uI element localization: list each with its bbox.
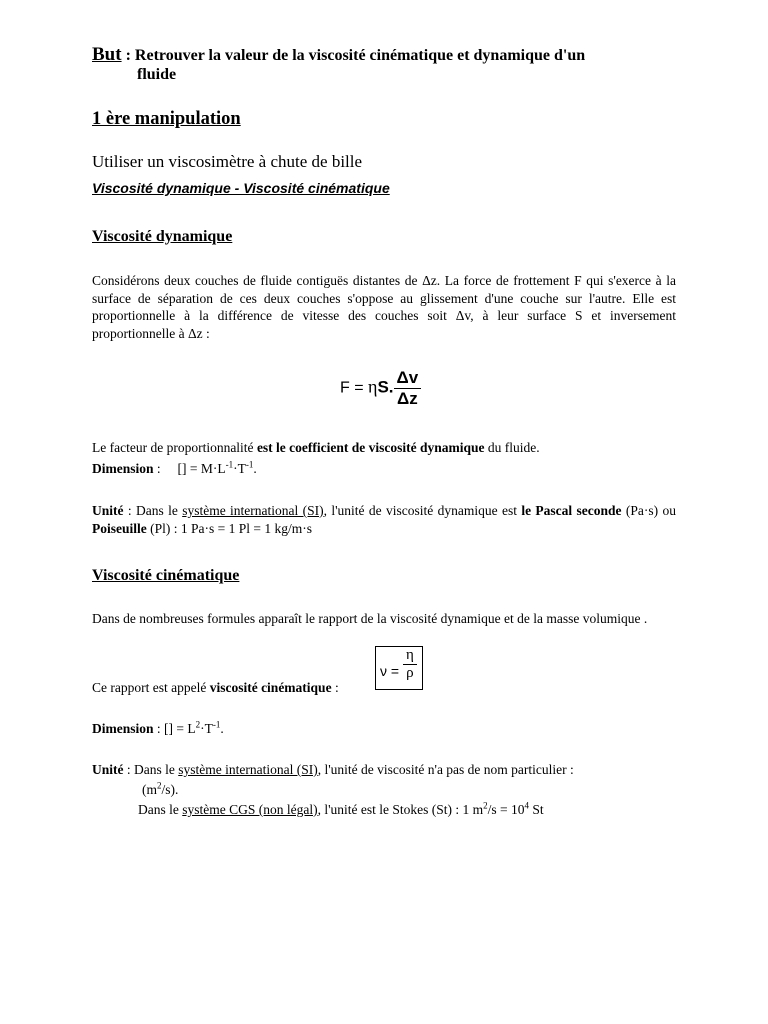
dynamic-viscosity-heading: Viscosité dynamique bbox=[92, 228, 233, 245]
dynamic-unit-paragraph: Unité : Dans le système international (SI), l'unité de viscosité dynamique est le Pascal seconde (Pa·s) ou Poiseuille (Pl) : 1 Pa·s = 1 Pl = 1 kg/m·s bbox=[92, 503, 676, 536]
title-line-1: Retrouver la valeur de la viscosité cinématique et dynamique d'un bbox=[134, 47, 586, 64]
document-title: But : Retrouver la valeur de la viscosité cinématique et dynamique d'un bbox=[92, 44, 586, 65]
formula-fraction: $\frac{\Delta v}{\Delta z}$ bbox=[394, 368, 422, 409]
kinematic-viscosity-heading: Viscosité cinématique bbox=[92, 567, 240, 584]
kinematic-viscosity-paragraph: Dans de nombreuses formules apparaît le rapport de la viscosité dynamique et de la masse volumique . bbox=[92, 611, 648, 626]
kinematic-unit-line-3: Dans le système CGS (non légal), l'unité est le Stokes (St) : 1 $m^2/s = 10^4$ St bbox=[138, 800, 544, 817]
kinematic-dimension: Dimension : [] = $L^2\cdot T^{-1}$. bbox=[92, 719, 224, 736]
kinematic-ratio-text: Ce rapport est appelé viscosité cinématique : bbox=[92, 680, 339, 695]
kinematic-unit-line-1: Unité : Dans le système international (SI), l'unité de viscosité n'a pas de nom particulier : bbox=[92, 762, 574, 777]
title-line-2: fluide bbox=[137, 66, 177, 83]
dynamic-viscosity-paragraph: Considérons deux couches de fluide contiguës distantes de Δz. La force de frottement F qui s'exerce à la surface de séparation de ces deux couches s'oppose au glissement d'une couche sur l'autre. Elle est proportionnelle à la différence de vitesse des couches soit Δv, à leur surface S et inversement proportionnelle à Δz : bbox=[92, 273, 676, 341]
manipulation-heading: 1 ère manipulation bbox=[92, 109, 241, 129]
si-link: système international (SI) bbox=[182, 503, 324, 518]
proportionality-factor-text: Le facteur de proportionnalité est le coefficient de viscosité dynamique du fluide. bbox=[92, 440, 540, 455]
kinematic-viscosity-formula: ν = $\frac{\eta}{\rho}$ bbox=[375, 646, 423, 690]
dynamic-dimension: Dimension : [] = $M\cdot L^{-1}\cdot T^{-1}$. bbox=[92, 459, 257, 476]
instruction-text: Utiliser un viscosimètre à chute de bille bbox=[92, 152, 363, 171]
but-label: But bbox=[92, 44, 122, 65]
section-subtitle: Viscosité dynamique - Viscosité cinématique bbox=[92, 180, 390, 196]
kinematic-unit-line-2: $(m^2/s)$. bbox=[142, 780, 179, 797]
dynamic-viscosity-formula: F = ηS. $\frac{\Delta v}{\Delta z}$ bbox=[340, 368, 421, 409]
